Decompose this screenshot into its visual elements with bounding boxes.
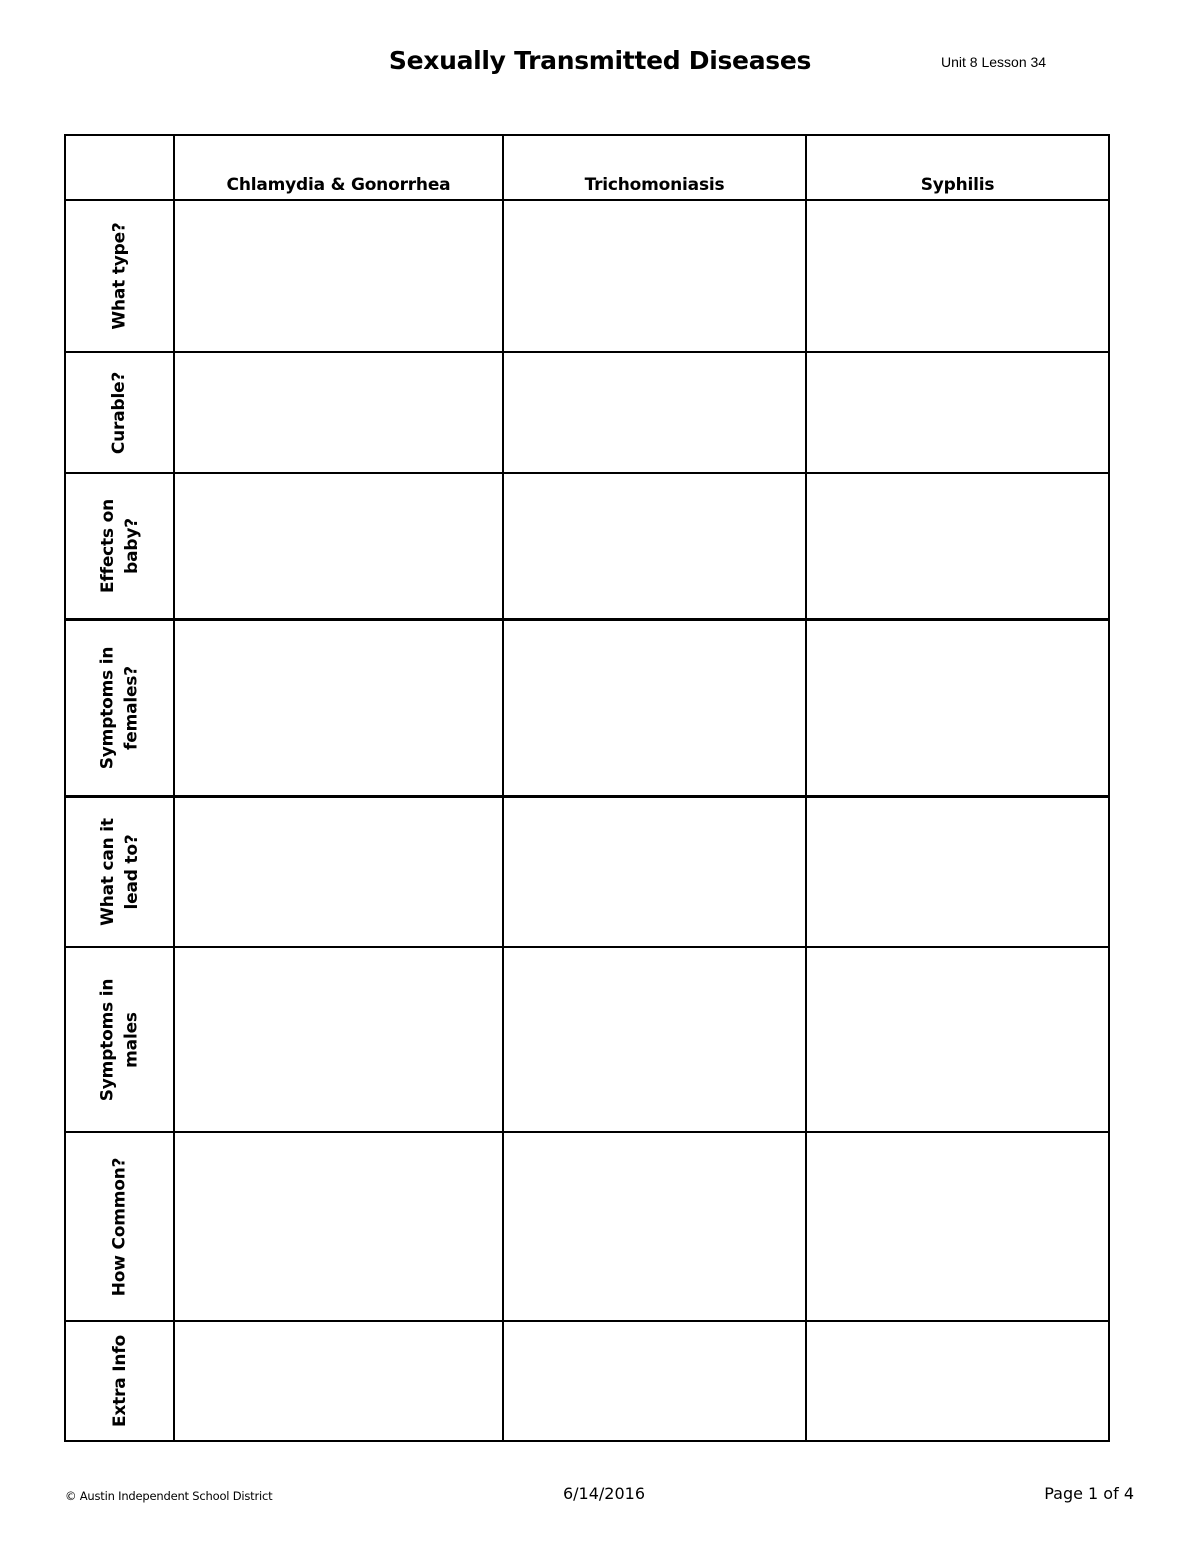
column-header-trichomoniasis: Trichomoniasis <box>504 136 807 201</box>
answer-cell[interactable] <box>504 621 807 798</box>
answer-cell[interactable] <box>175 1133 504 1322</box>
row-label-line: males <box>121 1011 142 1068</box>
row-label-line: Extra Info <box>109 1335 130 1427</box>
answer-cell[interactable] <box>175 353 504 474</box>
footer-copyright: © Austin Independent School District <box>65 1489 273 1503</box>
row-label <box>96 647 144 770</box>
answer-cell[interactable] <box>504 201 807 353</box>
row-label-line: What type? <box>109 222 130 330</box>
worksheet-table <box>64 134 1110 1442</box>
row-label <box>107 1335 131 1427</box>
row-label-line: females? <box>121 666 142 750</box>
answer-cell[interactable] <box>504 353 807 474</box>
answer-cell[interactable] <box>807 1133 1108 1322</box>
row-label-line: What can it <box>97 818 118 926</box>
row-label-line: Symptoms in <box>97 978 118 1101</box>
row-header-extra-info <box>66 1322 175 1440</box>
answer-cell[interactable] <box>175 201 504 353</box>
answer-cell[interactable] <box>175 474 504 621</box>
answer-cell[interactable] <box>807 353 1108 474</box>
corner-cell <box>66 136 175 201</box>
answer-cell[interactable] <box>175 1322 504 1440</box>
answer-cell[interactable] <box>807 621 1108 798</box>
answer-cell[interactable] <box>504 948 807 1133</box>
row-label <box>96 499 144 593</box>
column-header-chlamydia-gonorrhea: Chlamydia & Gonorrhea <box>175 136 504 201</box>
answer-cell[interactable] <box>807 948 1108 1133</box>
answer-cell[interactable] <box>807 474 1108 621</box>
footer-page-number: Page 1 of 4 <box>1044 1484 1134 1503</box>
footer-date: 6/14/2016 <box>562 1484 646 1503</box>
answer-cell[interactable] <box>807 1322 1108 1440</box>
row-label-line: baby? <box>121 518 142 574</box>
row-header-how-common <box>66 1133 175 1322</box>
row-label <box>96 978 144 1101</box>
answer-cell[interactable] <box>807 201 1108 353</box>
row-label <box>108 222 132 329</box>
answer-cell[interactable] <box>504 474 807 621</box>
row-header-what-can-it-lead-to <box>66 798 175 948</box>
answer-cell[interactable] <box>504 798 807 948</box>
row-label-line: How Common? <box>109 1157 130 1296</box>
answer-cell[interactable] <box>807 798 1108 948</box>
page-title: Sexually Transmitted Diseases <box>388 46 812 75</box>
row-label-line: Symptoms in <box>97 646 118 770</box>
row-header-what-type <box>66 201 175 353</box>
answer-cell[interactable] <box>504 1322 807 1440</box>
unit-lesson-label: Unit 8 Lesson 34 <box>941 54 1047 70</box>
row-label-line: Effects on <box>97 499 118 593</box>
answer-cell[interactable] <box>175 621 504 798</box>
row-label <box>96 818 144 926</box>
row-label-line: lead to? <box>121 834 142 910</box>
answer-cell[interactable] <box>175 798 504 948</box>
answer-cell[interactable] <box>504 1133 807 1322</box>
row-header-effects-on-baby <box>66 474 175 621</box>
row-header-curable <box>66 353 175 474</box>
row-header-symptoms-in-females <box>66 621 175 798</box>
row-header-symptoms-in-males <box>66 948 175 1133</box>
row-label <box>107 371 131 453</box>
row-label-line: Curable? <box>109 371 130 454</box>
row-label <box>108 1157 132 1296</box>
column-header-syphilis: Syphilis <box>807 136 1108 201</box>
answer-cell[interactable] <box>175 948 504 1133</box>
